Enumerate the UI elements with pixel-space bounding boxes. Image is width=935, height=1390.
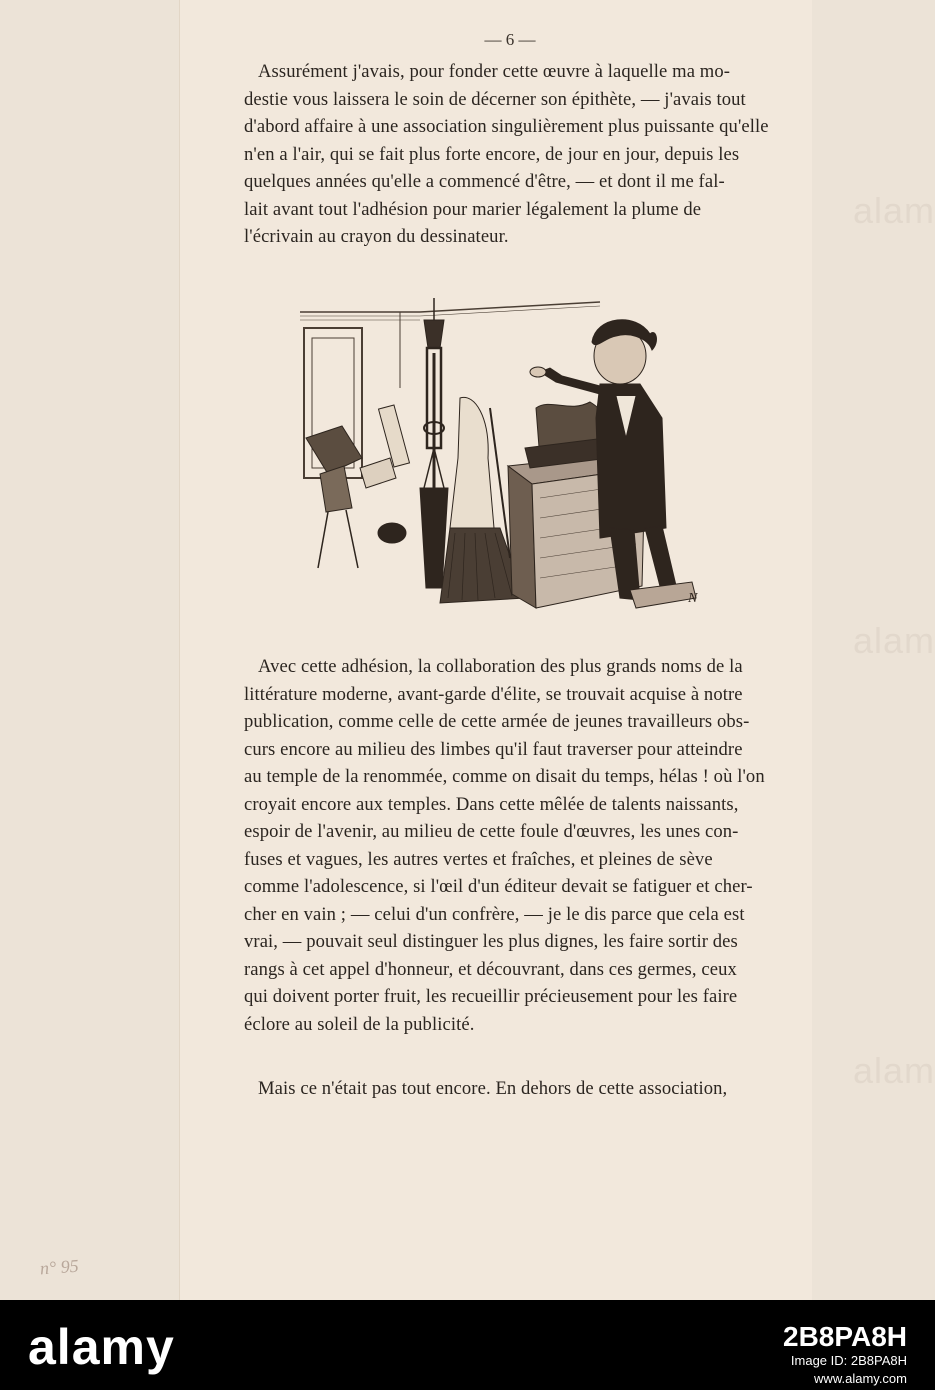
watermark: alam xyxy=(852,190,935,231)
text-line: d'abord affaire à une association singulièrement plus puissante qu'elle xyxy=(244,116,769,137)
hanging-broom-figure xyxy=(420,298,448,588)
text-line: Assurément j'avais, pour fonder cette œuvre à laquelle ma mo- xyxy=(258,61,731,82)
text-line: l'écrivain au crayon du dessinateur. xyxy=(244,226,509,247)
inventory-note: n° 95 xyxy=(39,1255,80,1279)
text-line: rangs à cet appel d'honneur, et découvrant, dans ces germes, ceux xyxy=(244,958,737,980)
watermark: alam xyxy=(852,1050,935,1091)
text-line: au temple de la renommée, comme on disait du temps, hélas ! où l'on xyxy=(244,766,765,787)
text-line: publication, comme celle de cette armée de jeunes travailleurs obs- xyxy=(244,711,750,732)
paragraph-2 xyxy=(244,653,804,1038)
alamy-logo: alamy xyxy=(28,1319,175,1375)
text-line: vrai, — pouvait seul distinguer les plus dignes, les faire sortir des xyxy=(244,931,738,952)
text-line: curs encore au milieu des limbes qu'il faut traverser pour atteindre xyxy=(244,738,743,760)
text-line: quelques années qu'elle a commencé d'être, — et dont il me fal- xyxy=(244,171,725,192)
page-number: — 6 — xyxy=(484,30,536,49)
text-line: espoir de l'avenir, au milieu de cette foule d'œuvres, les unes con- xyxy=(244,821,739,842)
paragraph-1 xyxy=(244,58,804,251)
image-code: 2B8PA8H xyxy=(783,1321,907,1352)
text-line: cher en vain ; — celui d'un confrère, — je le dis parce que cela est xyxy=(244,903,745,925)
paragraph-3 xyxy=(244,1075,804,1103)
inkwell-figure xyxy=(306,405,409,568)
text-line: Mais ce n'était pas tout encore. En dehors de cette association, xyxy=(258,1078,728,1099)
watermark: alam xyxy=(852,620,935,661)
stock-footer xyxy=(0,1300,935,1390)
artist-signature: N xyxy=(688,591,698,606)
text-line: destie vous laissera le soin de décerner son épithète, — j'avais tout xyxy=(244,88,746,110)
text-line: croyait encore aux temples. Dans cette mêlée de talents naissants, xyxy=(244,793,739,815)
site-url: www.alamy.com xyxy=(814,1371,907,1386)
text-line: lait avant tout l'adhésion pour marier légalement la plume de xyxy=(244,198,702,220)
engraving-illustration xyxy=(300,298,720,623)
text-line: qui doivent porter fruit, les recueillir précieusement pour les faire xyxy=(244,986,738,1007)
image-id-block xyxy=(783,1322,907,1388)
image-id-label: Image ID: 2B8PA8H xyxy=(790,1353,907,1368)
text-line: littérature moderne, avant-garde d'élite, se trouvait acquise à notre xyxy=(244,683,743,705)
text-line: n'en a l'air, qui se fait plus forte encore, de jour en jour, depuis les xyxy=(244,143,740,165)
text-line: éclore au soleil de la publicité. xyxy=(244,1013,475,1035)
text-line: comme l'adolescence, si l'œil d'un éditeur devait se fatiguer et cher- xyxy=(244,876,753,897)
text-line: fuses et vagues, les autres vertes et fraîches, et pleines de sève xyxy=(244,848,713,870)
text-line: Avec cette adhésion, la collaboration des plus grands noms de la xyxy=(258,656,743,677)
